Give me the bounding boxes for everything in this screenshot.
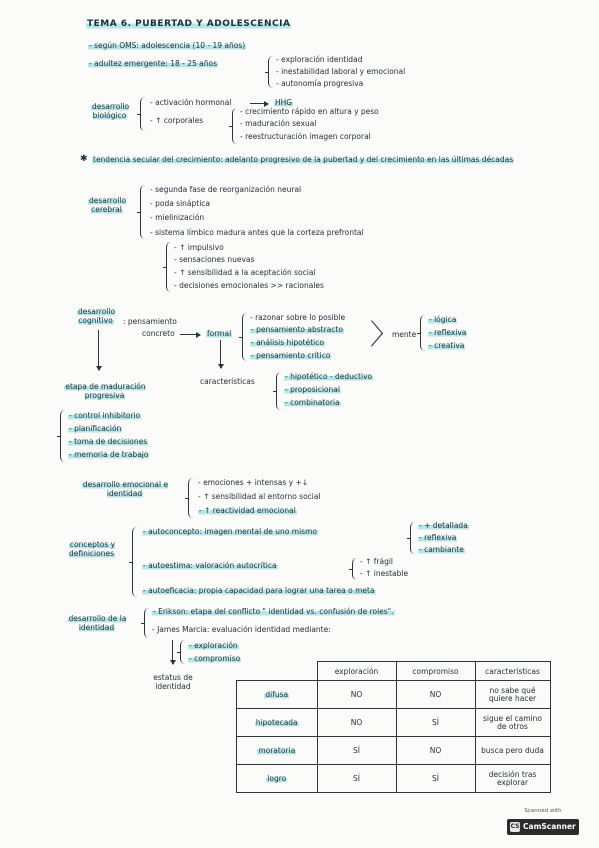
brace xyxy=(352,558,357,580)
table-header-row xyxy=(237,662,551,681)
list-item: - exploración identidad xyxy=(276,55,363,64)
estatus-label: estatus de identidad xyxy=(153,673,193,691)
list-item: - reestructuración imagen corporal xyxy=(240,132,371,141)
list-item: - proposicional xyxy=(285,385,340,394)
list-item: - pensamiento abstracto xyxy=(251,325,343,334)
star-icon: ✱ xyxy=(80,154,88,164)
list-item: - toma de decisiones xyxy=(69,437,148,446)
etapa-label: etapa de maduración progresiva xyxy=(65,382,146,400)
arrow xyxy=(250,103,268,104)
scanned-with-text: Scanned with xyxy=(524,808,562,814)
table-cell: busca pero duda xyxy=(475,737,550,765)
list-item: - sistema límbico madura antes que la corteza prefrontal xyxy=(150,228,364,237)
brace xyxy=(242,313,247,361)
list-item: - compromiso xyxy=(189,654,241,663)
brace xyxy=(268,56,273,88)
brace xyxy=(232,108,237,144)
concreto-label: concreto xyxy=(142,329,175,338)
list-item: - crecimiento rápido en altura y peso xyxy=(240,107,379,116)
brace xyxy=(140,97,145,131)
list-item: - creativa xyxy=(429,341,465,350)
brace xyxy=(410,522,415,554)
chevron-right-icon: 〉 xyxy=(370,318,399,351)
adultez-line: - adultez emergente: 18 - 25 años xyxy=(89,59,218,68)
brace xyxy=(144,608,149,638)
table-cell: moratoria xyxy=(237,737,318,765)
autoestima-line: - autoestima: valoración autocrítica xyxy=(143,561,277,570)
list-item: - hipotético - deductivo xyxy=(285,372,373,381)
table-header-cell xyxy=(237,662,318,681)
caracteristicas-label: características xyxy=(200,377,255,386)
table-row xyxy=(237,681,551,709)
pensamiento-label: : pensamiento xyxy=(123,317,177,326)
marcia-line: - James Marcia: evaluación identidad mediante: xyxy=(152,625,331,634)
autoeficacia-line: - autoeficacia: propia capacidad para lograr una tarea o meta xyxy=(143,586,375,595)
list-item: - reflexiva xyxy=(419,533,457,542)
list-item: - reflexiva xyxy=(429,328,467,337)
section-label-emocional: desarrollo emocional e identidad xyxy=(82,480,169,498)
list-item: - planificación xyxy=(69,424,122,433)
brace xyxy=(420,315,425,351)
list-item: - cambiante xyxy=(419,545,464,554)
brace xyxy=(60,410,65,462)
list-item: - activación hormonal xyxy=(150,98,232,107)
brace xyxy=(132,527,137,597)
table-cell: sigue el camino de otros xyxy=(475,709,550,737)
camscanner-name: CamScanner xyxy=(523,822,576,831)
table-cell: decisión tras explorar xyxy=(475,765,550,793)
section-label-cognitivo: desarrollo cognitivo xyxy=(77,307,116,325)
autoconcepto-line: - autoconcepto: imagen mental de uno mismo xyxy=(143,527,317,536)
list-item: - combinatoria xyxy=(285,398,340,407)
brace xyxy=(166,242,171,292)
table-cell: no sabe qué quiere hacer xyxy=(475,681,550,709)
section-label-identidad: desarrollo de la identidad xyxy=(68,614,127,632)
list-item: - ↑ impulsivo xyxy=(174,243,224,252)
list-item: - segunda fase de reorganización neural xyxy=(150,185,302,194)
table-cell: NO xyxy=(396,737,475,765)
table-header-cell: exploración xyxy=(317,662,396,681)
list-item: - decisiones emocionales >> racionales xyxy=(174,281,324,290)
mente-label: mente xyxy=(392,330,417,339)
table-header-cell: compromiso xyxy=(396,662,475,681)
arrow xyxy=(180,334,200,335)
table-cell: hipotecada xyxy=(237,709,318,737)
list-item: - ↑ corporales xyxy=(150,116,204,125)
section-label-conceptos: conceptos y definiciones xyxy=(68,540,116,558)
list-item: - sensaciones nuevas xyxy=(174,255,255,264)
table-cell: SÍ xyxy=(396,709,475,737)
erikson-line: - Erikson: etapa del conflicto " identidad vs. confusión de roles". xyxy=(153,607,394,616)
list-item: - análisis hipotético xyxy=(251,338,324,347)
table-header-cell: características xyxy=(475,662,550,681)
list-item: - razonar sobre lo posible xyxy=(250,313,346,322)
identity-status-table xyxy=(236,661,551,793)
page-title: TEMA 6. PUBERTAD Y ADOLESCENCIA xyxy=(87,19,291,29)
arrow xyxy=(98,330,99,370)
list-item: - maduración sexual xyxy=(240,119,317,128)
brace xyxy=(140,185,145,239)
list-item: - emociones + intensas y +↓ xyxy=(198,478,309,487)
list-item: - lógica xyxy=(429,315,457,324)
list-item: - ↑ reactividad emocional xyxy=(199,506,296,515)
table-cell: difusa xyxy=(237,681,318,709)
table-row xyxy=(237,765,551,793)
list-item: - exploración xyxy=(189,641,238,650)
list-item: - mielinización xyxy=(150,213,205,222)
table-cell: SÍ xyxy=(317,737,396,765)
formal-label: formal xyxy=(207,329,232,338)
list-item: - pensamiento crítico xyxy=(251,351,331,360)
tendencia-note: tendencia secular del crecimiento: adelanto progresivo de la pubertad y del crecimiento en las últimas décadas xyxy=(93,155,514,164)
list-item: - + detallada xyxy=(419,521,468,530)
list-item: - autonomía progresiva xyxy=(276,79,364,88)
list-item: HHG xyxy=(275,98,293,107)
list-item: - control inhibitorio xyxy=(69,411,141,420)
table-row xyxy=(237,709,551,737)
list-item: - ↑ sensibilidad al entorno social xyxy=(198,492,321,501)
table-cell: NO xyxy=(396,681,475,709)
oms-line: - según OMS: adolescencia (10 - 19 años) xyxy=(89,41,246,50)
arrow xyxy=(220,340,221,368)
brace xyxy=(188,478,193,518)
list-item: - poda sináptica xyxy=(150,199,211,208)
table-cell: NO xyxy=(317,709,396,737)
list-item: - memoria de trabajo xyxy=(69,450,149,459)
table-cell: NO xyxy=(317,681,396,709)
camscanner-logo-box xyxy=(507,819,579,835)
list-item: - ↑ frágil xyxy=(360,557,394,566)
table-cell: SÍ xyxy=(317,765,396,793)
section-label-biologico: desarrollo biológico xyxy=(91,102,130,120)
camscanner-badge xyxy=(503,808,583,838)
table-cell: logro xyxy=(237,765,318,793)
list-item: - ↑ inestable xyxy=(360,569,409,578)
table-row xyxy=(237,737,551,765)
list-item: - ↑ sensibilidad a la aceptación social xyxy=(174,268,316,277)
table-cell: SÍ xyxy=(396,765,475,793)
arrow xyxy=(172,640,173,664)
section-label-cerebral: desarrollo cerebral xyxy=(88,196,127,214)
brace xyxy=(180,640,185,664)
brace xyxy=(276,372,281,410)
camscanner-icon: CS xyxy=(510,823,520,830)
list-item: - inestabilidad laboral y emocional xyxy=(276,67,406,76)
